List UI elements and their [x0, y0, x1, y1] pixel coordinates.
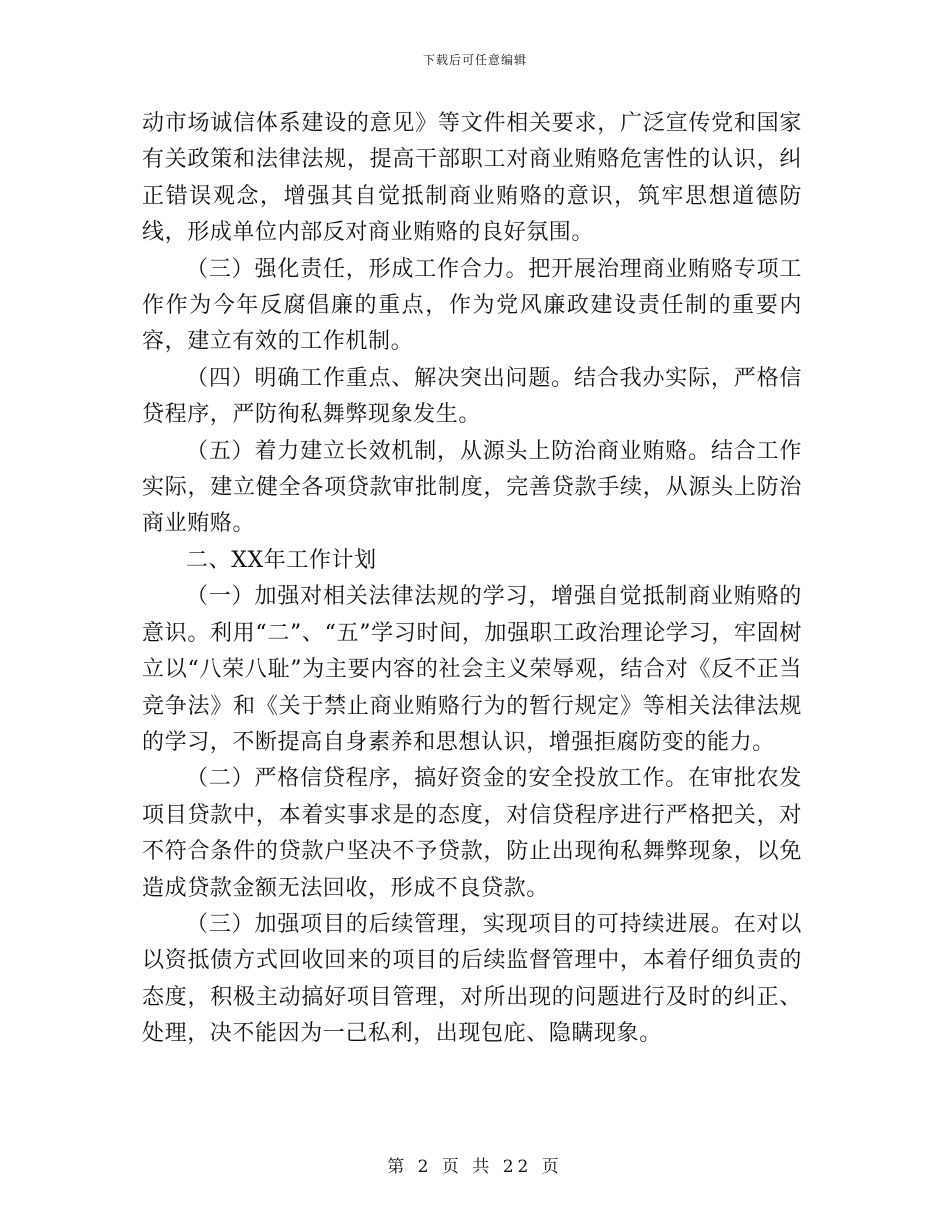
- paragraph-1: 动市场诚信体系建设的意见》等文件相关要求，广泛宣传党和国家有关政策和法律法规，提高干部职工对商业贿赂危害性的认识，纠正错误观念，增强其自觉抵制商业贿赂的意识，筑牢思想道德防线，形成单位内部反对商业贿赂的良好氛围。: [142, 111, 802, 246]
- document-body: [142, 106, 802, 1053]
- page-header-note: 下载后可任意编辑: [422, 53, 527, 67]
- paragraph-6: （二）严格信贷程序，搞好资金的安全投放工作。在审批农发项目贷款中，本着实事求是的态度，对信贷程序进行严格把关，对不符合条件的贷款户坚决不予贷款，防止出现徇私舞弊现象，以免造成贷款金额无法回收，形成不良贷款。: [142, 766, 802, 901]
- page-number: 第 2 页 共 22 页: [387, 1157, 563, 1177]
- paragraph-4: （五）着力建立长效机制，从源头上防治商业贿赂。结合工作实际，建立健全各项贷款审批制度，完善贷款手续，从源头上防治商业贿赂。: [142, 438, 802, 537]
- section-heading: 二、XX年工作计划: [186, 547, 377, 573]
- paragraph-2: （三）强化责任，形成工作合力。把开展治理商业贿赂专项工作作为今年反腐倡廉的重点，作为党风廉政建设责任制的重要内容，建立有效的工作机制。: [142, 256, 802, 355]
- paragraph-7: （三）加强项目的后续管理，实现项目的可持续进展。在对以以资抵债方式回收回来的项目的后续监督管理中，本着仔细负责的态度，积极主动搞好项目管理，对所出现的问题进行及时的纠正、处理，决不能因为一己私利，出现包庇、隐瞒现象。: [142, 911, 802, 1047]
- paragraph-3: （四）明确工作重点、解决突出问题。结合我办实际，严格信贷程序，严防徇私舞弊现象发生。: [142, 365, 802, 428]
- paragraph-5: （一）加强对相关法律法规的学习，增强自觉抵制商业贿赂的意识。利用“二”、“五”学习时间，加强职工政治理论学习，牢固树立以“八荣八耻”为主要内容的社会主义荣辱观，结合对《反不正当竞争法》和《关于禁止商业贿赂行为的暂行规定》等相关法律法规的学习，不断提高自身素养和思想认识，增强拒腐防变的能力。: [142, 584, 802, 755]
